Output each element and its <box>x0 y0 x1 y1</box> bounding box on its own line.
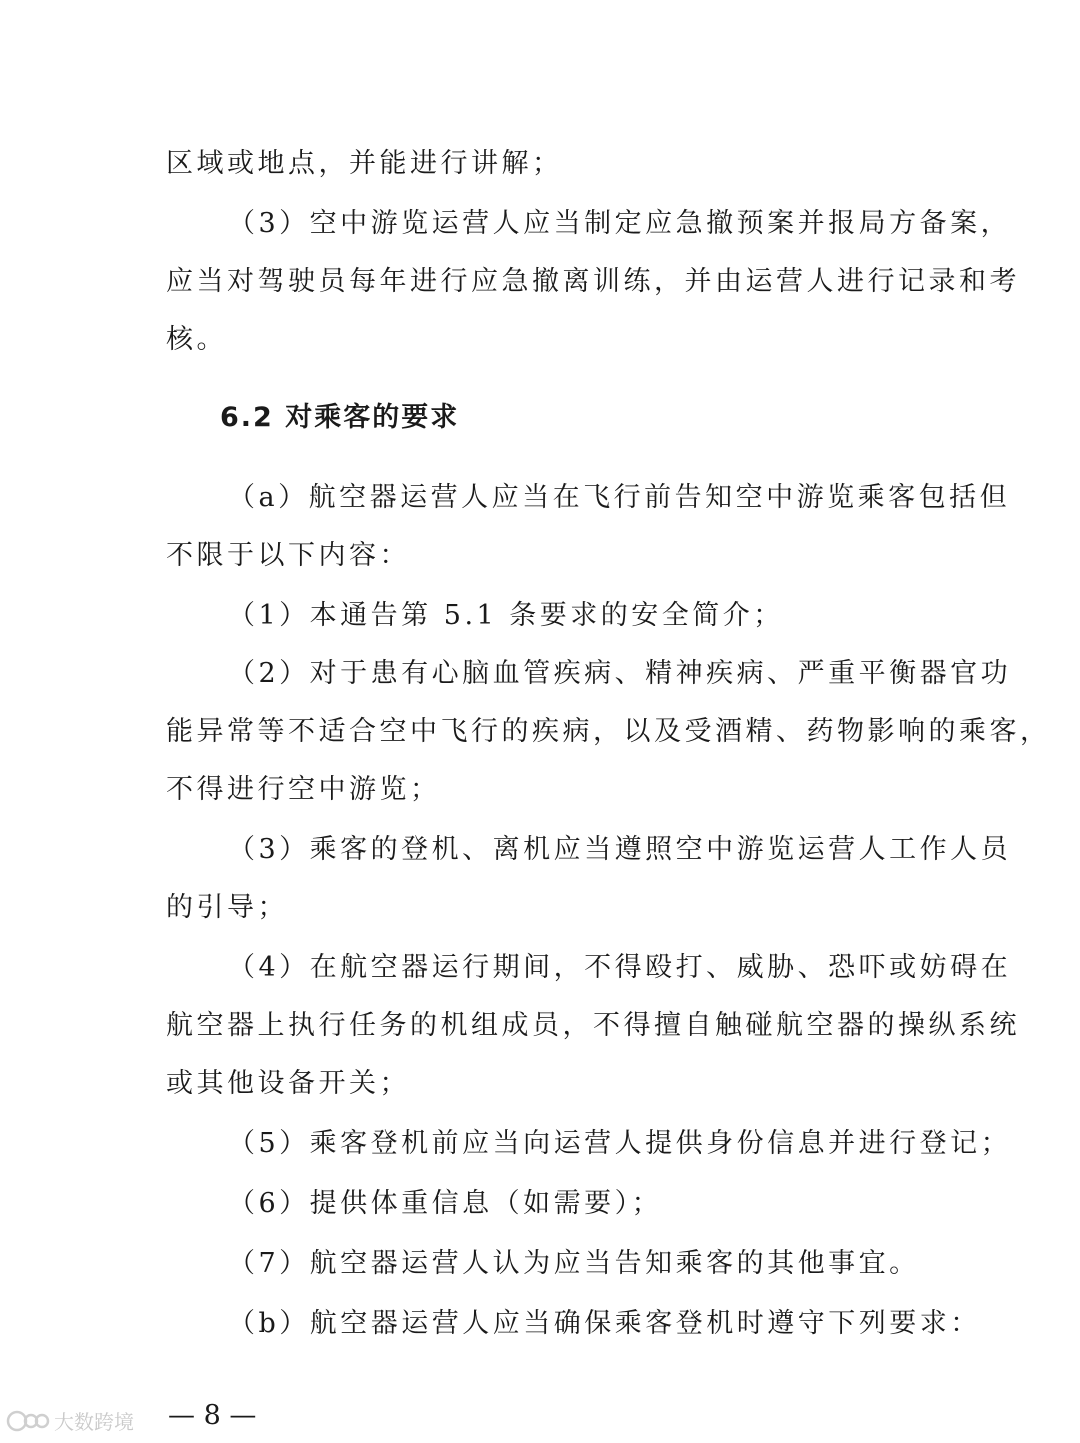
section-heading: 6.2 对乘客的要求 <box>220 402 460 433</box>
text-line: （6）提供体重信息（如需要）； <box>228 1188 663 1219</box>
text-line: （5）乘客登机前应当向运营人提供身份信息并进行登记； <box>228 1128 1012 1159</box>
text-line: （3）乘客的登机、离机应当遵照空中游览运营人工作人员 <box>228 834 1012 865</box>
text-line: 不限于以下内容： <box>166 540 410 571</box>
text-line: 能异常等不适合空中飞行的疾病，以及受酒精、药物影响的乘客， <box>166 716 1051 747</box>
watermark <box>6 1406 134 1435</box>
text-line: 或其他设备开关； <box>166 1068 410 1099</box>
text-line: （2）对于患有心脑血管疾病、精神疾病、严重平衡器官功 <box>228 658 1012 689</box>
text-line: （3）空中游览运营人应当制定应急撤预案并报局方备案， <box>228 208 1012 239</box>
text-line: 航空器上执行任务的机组成员，不得擅自触碰航空器的操纵系统 <box>166 1010 1020 1041</box>
text-line: （a）航空器运营人应当在飞行前告知空中游览乘客包括但 <box>228 482 1011 513</box>
page-number: — 8 — <box>168 1400 257 1431</box>
text-line: （4）在航空器运行期间，不得殴打、威胁、恐吓或妨碍在 <box>228 952 1012 983</box>
text-line: （7）航空器运营人认为应当告知乘客的其他事宜。 <box>228 1248 920 1279</box>
watermark-logo-icon <box>6 1410 50 1432</box>
text-line: 核。 <box>166 324 227 355</box>
watermark-text: 大数跨境 <box>54 1410 134 1434</box>
text-line: 不得进行空中游览； <box>166 774 441 805</box>
text-line: 区域或地点，并能进行讲解； <box>166 148 563 179</box>
text-line: （1）本通告第 5.1 条要求的安全简介； <box>228 600 784 631</box>
text-line: 的引导； <box>166 892 288 923</box>
text-line: （b）航空器运营人应当确保乘客登机时遵守下列要求： <box>228 1308 981 1339</box>
text-line: 应当对驾驶员每年进行应急撤离训练，并由运营人进行记录和考 <box>166 266 1020 297</box>
